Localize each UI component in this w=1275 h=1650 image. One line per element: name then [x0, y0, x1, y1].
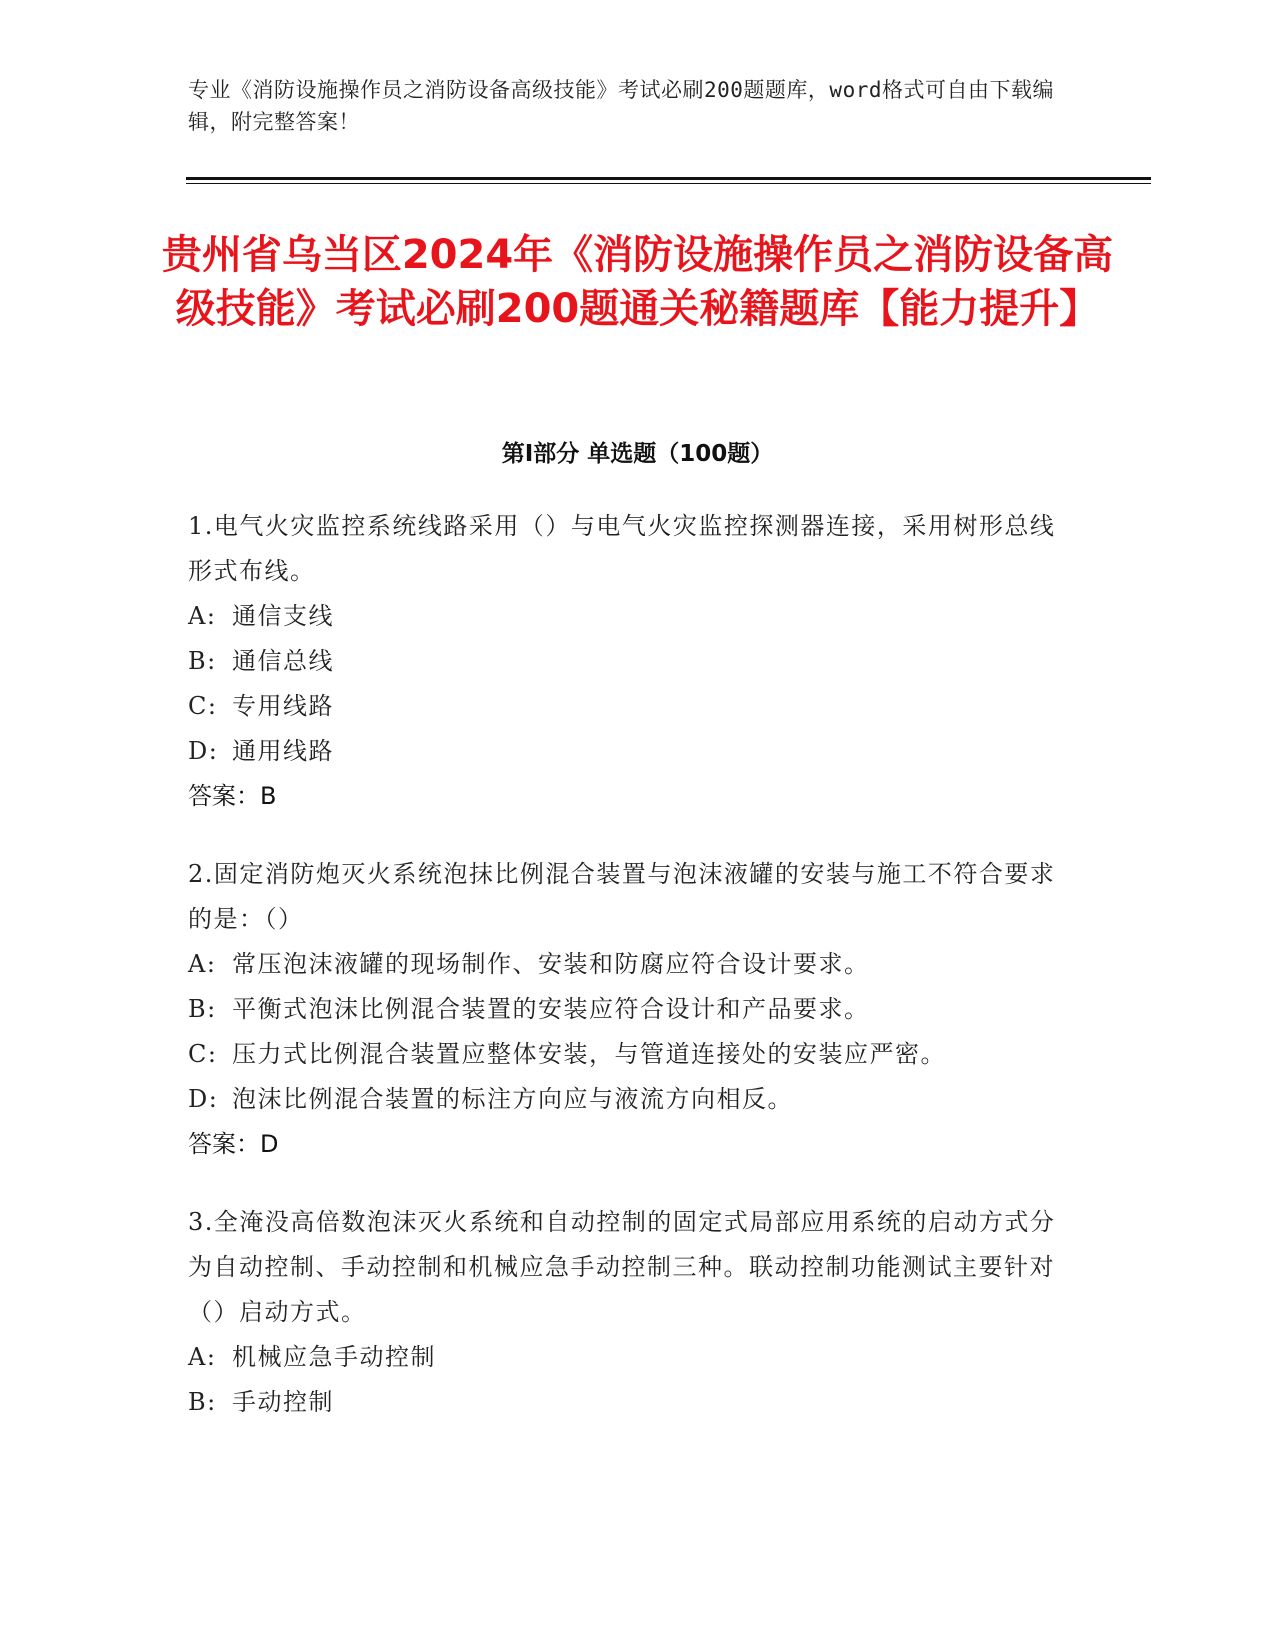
question-text: 1.电气火灾监控系统线路采用（）与电气火灾监控探测器连接，采用树形总线形式布线。 — [188, 512, 1056, 585]
option-b — [188, 1380, 1068, 1425]
answer-label: 答案： — [188, 782, 260, 810]
option-text: 通信支线 — [232, 602, 334, 630]
option-a — [188, 942, 1068, 987]
option-letter: B: — [188, 647, 217, 675]
option-a — [188, 594, 1068, 639]
question-1 — [188, 504, 1068, 819]
document-title: 贵州省乌当区2024年《消防设施操作员之消防设备高级技能》考试必刷200题通关秘籍题库【能力提升】 — [161, 232, 1114, 332]
header-rule-thick — [186, 177, 1151, 180]
answer-value: B — [260, 782, 277, 810]
option-text: 专用线路 — [232, 692, 334, 720]
option-text: 通用线路 — [232, 737, 334, 765]
option-c — [188, 684, 1068, 729]
option-letter: B: — [188, 1388, 217, 1416]
option-text: 通信总线 — [232, 647, 334, 675]
answer — [188, 1122, 1068, 1167]
option-letter: D: — [188, 1085, 219, 1113]
option-text: 常压泡沫液罐的现场制作、安装和防腐应符合设计要求。 — [232, 950, 870, 978]
option-b — [188, 987, 1068, 1032]
option-d — [188, 729, 1068, 774]
option-letter: D: — [188, 737, 219, 765]
header-note: 专业《消防设施操作员之消防设备高级技能》考试必刷200题题库，word格式可自由下载编辑，附完整答案！ — [188, 78, 1054, 134]
option-letter: A: — [188, 950, 217, 978]
option-letter: A: — [188, 602, 217, 630]
option-text: 手动控制 — [232, 1388, 334, 1416]
option-letter: C: — [188, 692, 218, 720]
option-b — [188, 639, 1068, 684]
option-text: 泡沫比例混合装置的标注方向应与液流方向相反。 — [232, 1085, 793, 1113]
option-letter: B: — [188, 995, 217, 1023]
option-letter: C: — [188, 1040, 218, 1068]
option-c — [188, 1032, 1068, 1077]
option-text: 压力式比例混合装置应整体安装，与管道连接处的安装应严密。 — [232, 1040, 946, 1068]
answer — [188, 774, 1068, 819]
section-heading: 第I部分 单选题（100题） — [501, 441, 774, 467]
answer-value: D — [260, 1130, 279, 1158]
option-text: 平衡式泡沫比例混合装置的安装应符合设计和产品要求。 — [232, 995, 870, 1023]
question-text: 2.固定消防炮灭火系统泡抹比例混合装置与泡沫液罐的安装与施工不符合要求的是：（） — [188, 860, 1056, 933]
question-2 — [188, 852, 1068, 1167]
option-letter: A: — [188, 1343, 217, 1371]
question-3 — [188, 1200, 1068, 1425]
option-a — [188, 1335, 1068, 1380]
header-rule-thin — [186, 183, 1151, 184]
answer-label: 答案： — [188, 1130, 260, 1158]
option-d — [188, 1077, 1068, 1122]
option-text: 机械应急手动控制 — [232, 1343, 436, 1371]
question-text: 3.全淹没高倍数泡沫灭火系统和自动控制的固定式局部应用系统的启动方式分为自动控制、手动控制和机械应急手动控制三种。联动控制功能测试主要针对（）启动方式。 — [188, 1208, 1056, 1326]
